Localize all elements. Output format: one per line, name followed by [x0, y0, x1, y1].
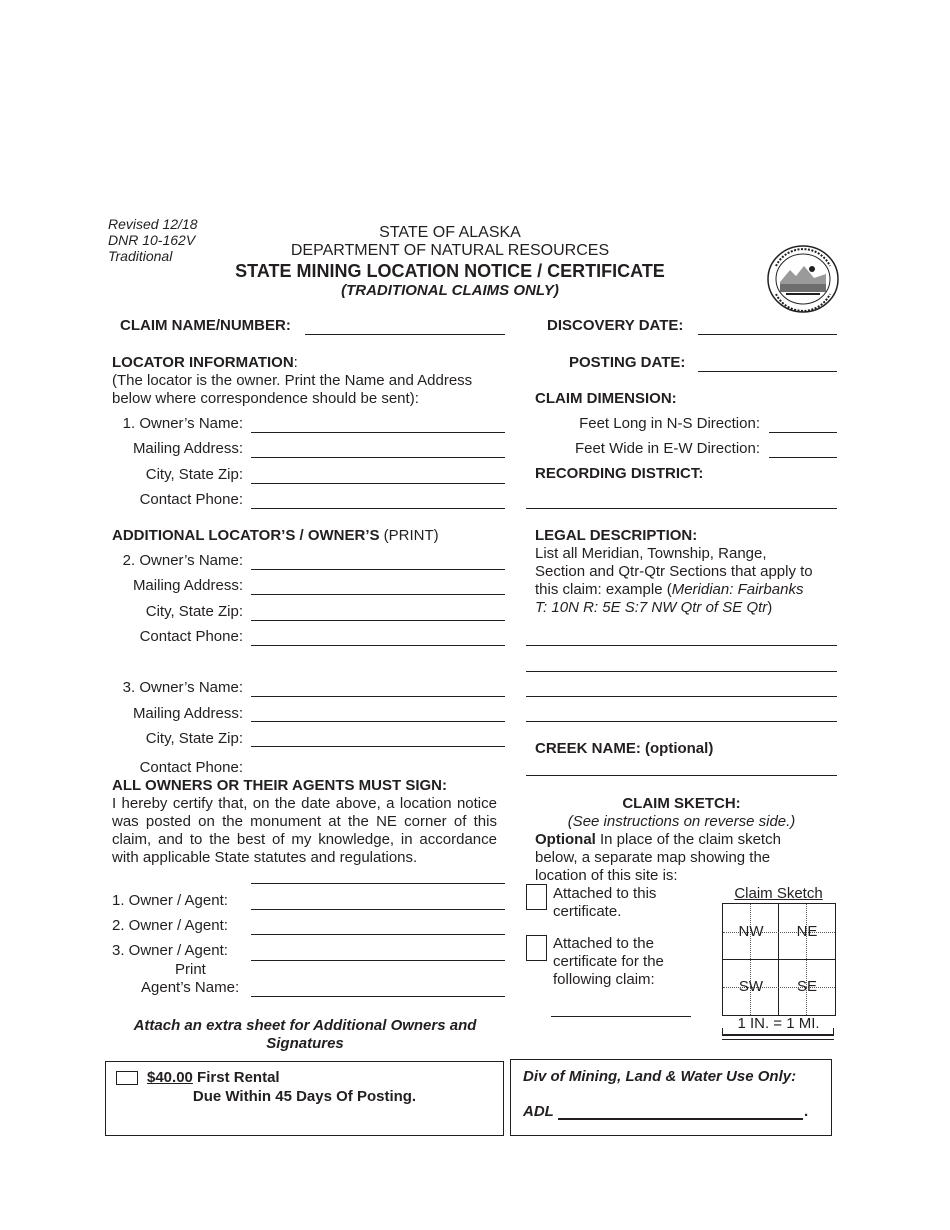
- certify-text: I hereby certify that, on the date above, a location notice was posted on the monument at the NE corner of this claim, and to the best of my knowledge, in accordance with applicable State statutes and regulations.: [112, 795, 497, 866]
- legal-text-line4a: T: 10N R: 5E S:7 NW Qtr of SE Qtr: [535, 599, 768, 616]
- adl-field[interactable]: [558, 1118, 803, 1120]
- locator-heading: [112, 354, 298, 372]
- legal-text-line4b: ): [767, 599, 773, 616]
- owner3-phone-label: Contact Phone:: [139, 759, 243, 776]
- following-claim-field[interactable]: [551, 1016, 691, 1017]
- office-use-box: [510, 1059, 832, 1136]
- legal-field-2[interactable]: [526, 671, 837, 672]
- legal-text-line3a: this claim: example (: [535, 581, 672, 598]
- creek-name-heading: CREEK NAME: (optional): [535, 740, 714, 757]
- owner1-name-label: 1. Owner’s Name:: [122, 415, 243, 432]
- owner2-city-field[interactable]: [251, 620, 505, 621]
- attached-certificate-checkbox[interactable]: [526, 884, 547, 910]
- claim-name-field[interactable]: [305, 334, 505, 335]
- office-use-heading: Div of Mining, Land & Water Use Only:: [523, 1068, 797, 1085]
- owner2-mailing-label: Mailing Address:: [132, 577, 243, 594]
- agent2-label: 2. Owner / Agent:: [112, 917, 228, 934]
- legal-field-4[interactable]: [526, 721, 837, 722]
- rental-checkbox[interactable]: [116, 1071, 138, 1085]
- grid-nw: NW: [738, 923, 764, 940]
- owner3-city-field[interactable]: [251, 746, 505, 747]
- legal-field-1[interactable]: [526, 645, 837, 646]
- attached1-line1: Attached to this: [553, 885, 657, 902]
- adl-label: ADL: [523, 1103, 554, 1120]
- owner1-mailing-label: Mailing Address:: [132, 440, 243, 457]
- form-type: Traditional: [108, 248, 173, 264]
- agent3-field[interactable]: [251, 960, 505, 961]
- scale-tick-right: [833, 1028, 834, 1035]
- form-number: DNR 10-162V: [108, 232, 196, 248]
- locator-heading-colon: :: [293, 354, 298, 371]
- grid-dotted-v2: [806, 904, 807, 1015]
- owner1-phone-field[interactable]: [251, 508, 505, 509]
- recording-district-heading: RECORDING DISTRICT:: [535, 465, 704, 482]
- attach-note: Attach an extra sheet for Additional Owners and Signatures: [133, 1017, 477, 1052]
- claim-sketch-grid[interactable]: [722, 903, 836, 1016]
- legal-text-line4: [535, 599, 772, 617]
- feet-long-label: Feet Long in N-S Direction:: [579, 415, 760, 432]
- alaska-seal-icon: [766, 244, 840, 314]
- owner2-name-label: 2. Owner’s Name:: [122, 552, 243, 569]
- optional-text-line3: location of this site is:: [535, 867, 678, 884]
- claim-dimension-heading: CLAIM DIMENSION:: [535, 390, 677, 407]
- creek-name-field[interactable]: [526, 775, 837, 776]
- owner2-phone-label: Contact Phone:: [139, 628, 243, 645]
- claim-sketch-grid-title: Claim Sketch: [734, 885, 823, 902]
- rental-amount: $40.00: [147, 1069, 193, 1086]
- feet-wide-field[interactable]: [769, 457, 837, 458]
- sketch-scale: 1 IN. = 1 MI.: [737, 1015, 820, 1032]
- posting-date-label: POSTING DATE:: [569, 354, 686, 371]
- department-name: DEPARTMENT OF NATURAL RESOURCES: [290, 242, 610, 259]
- agent3-label: 3. Owner / Agent:: [112, 942, 228, 959]
- additional-heading-print: (PRINT): [379, 527, 439, 544]
- attached1-line2: certificate.: [553, 903, 622, 920]
- recording-district-field[interactable]: [526, 508, 837, 509]
- optional-word: Optional: [535, 831, 596, 848]
- owner2-phone-field[interactable]: [251, 645, 505, 646]
- owner1-name-field[interactable]: [251, 432, 505, 433]
- rental-label: First Rental: [192, 1069, 280, 1086]
- owner2-name-field[interactable]: [251, 569, 505, 570]
- revision-block: [108, 216, 198, 264]
- discovery-date-label: DISCOVERY DATE:: [547, 317, 684, 334]
- optional-text-line2: below, a separate map showing the: [535, 849, 771, 866]
- claim-name-label: CLAIM NAME/NUMBER:: [120, 317, 291, 334]
- agent1-field[interactable]: [251, 909, 505, 910]
- agent-name-field[interactable]: [251, 996, 505, 997]
- sign-heading: ALL OWNERS OR THEIR AGENTS MUST SIGN:: [112, 777, 448, 794]
- scale-bar: [722, 1034, 834, 1040]
- form-header: [200, 224, 700, 300]
- grid-horizontal-divider: [723, 959, 835, 960]
- owner3-name-label: 3. Owner’s Name:: [122, 679, 243, 696]
- legal-text-line3: [535, 581, 803, 599]
- agent-name-label: Agent’s Name:: [141, 979, 240, 996]
- rental-box: [105, 1061, 504, 1136]
- legal-text-line2: Section and Qtr-Qtr Sections that apply to: [535, 563, 813, 580]
- owner3-mailing-field[interactable]: [251, 721, 505, 722]
- discovery-date-field[interactable]: [698, 334, 837, 335]
- print-label: Print: [175, 961, 206, 978]
- revised-date: Revised 12/18: [108, 216, 198, 232]
- legal-field-3[interactable]: [526, 696, 837, 697]
- rental-box-shadow: [503, 1061, 504, 1136]
- grid-sw: SW: [738, 978, 764, 995]
- grid-se: SE: [796, 978, 817, 995]
- legal-description-heading: LEGAL DESCRIPTION:: [535, 527, 698, 544]
- sign-line-0[interactable]: [251, 883, 505, 884]
- owner1-city-label: City, State Zip:: [145, 466, 243, 483]
- additional-heading: [112, 527, 439, 545]
- page-title: STATE MINING LOCATION NOTICE / CERTIFICATE: [235, 261, 665, 281]
- owner1-phone-label: Contact Phone:: [139, 491, 243, 508]
- optional-text-line1: [535, 831, 781, 849]
- feet-wide-label: Feet Wide in E-W Direction:: [574, 440, 760, 457]
- feet-long-field[interactable]: [769, 432, 837, 433]
- grid-dotted-v1: [750, 904, 751, 1015]
- rental-due: Due Within 45 Days Of Posting.: [192, 1088, 417, 1105]
- owner2-city-label: City, State Zip:: [145, 603, 243, 620]
- locator-heading-text: LOCATOR INFORMATION: [112, 354, 294, 371]
- claim-sketch-heading: CLAIM SKETCH:: [622, 795, 741, 812]
- scale-tick-left: [722, 1028, 723, 1035]
- owner1-city-field[interactable]: [251, 483, 505, 484]
- agent1-label: 1. Owner / Agent:: [112, 892, 228, 909]
- page-subtitle: (TRADITIONAL CLAIMS ONLY): [341, 282, 559, 299]
- rental-amount-line: [147, 1069, 280, 1087]
- legal-text-line1: List all Meridian, Township, Range,: [535, 545, 767, 562]
- posting-date-field[interactable]: [698, 371, 837, 372]
- state-name: STATE OF ALASKA: [379, 224, 521, 241]
- owner1-mailing-field[interactable]: [251, 457, 505, 458]
- attached2-line1: Attached to the: [553, 935, 654, 952]
- grid-ne: NE: [796, 923, 818, 940]
- legal-text-line3b: Meridian: Fairbanks: [671, 581, 804, 598]
- agent2-field[interactable]: [251, 934, 505, 935]
- attached2-line3: following claim:: [553, 971, 655, 988]
- attached2-line2: certificate for the: [553, 953, 664, 970]
- optional-text-1: In place of the claim sketch: [595, 831, 781, 848]
- locator-note-line2: below where correspondence should be sent):: [112, 390, 419, 407]
- owner2-mailing-field[interactable]: [251, 594, 505, 595]
- additional-heading-text: ADDITIONAL LOCATOR’S / OWNER’S: [112, 527, 380, 544]
- adl-period: .: [804, 1103, 809, 1120]
- attached-following-claim-checkbox[interactable]: [526, 935, 547, 961]
- locator-note-line1: (The locator is the owner. Print the Name and Address: [112, 372, 473, 389]
- owner3-mailing-label: Mailing Address:: [132, 705, 243, 722]
- claim-sketch-instructions: (See instructions on reverse side.): [567, 813, 796, 830]
- owner3-city-label: City, State Zip:: [145, 730, 243, 747]
- owner3-name-field[interactable]: [251, 696, 505, 697]
